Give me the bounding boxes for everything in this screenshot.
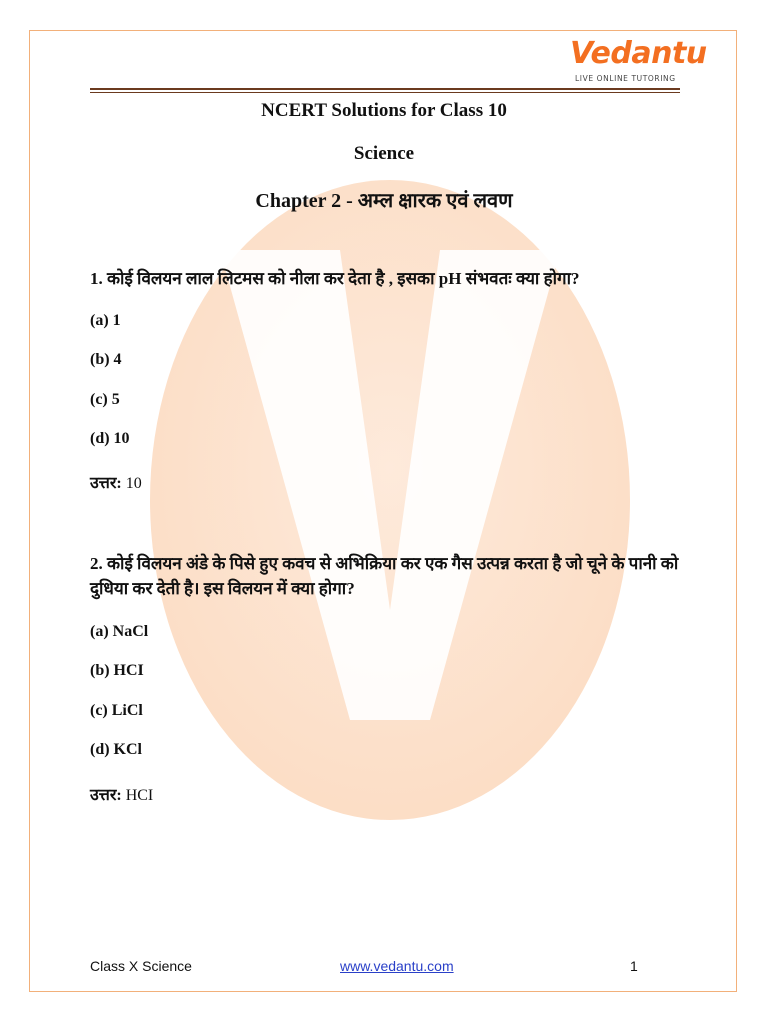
document-title: NCERT Solutions for Class 10 [261,100,507,121]
question-1-option-b: (b) 4 [90,351,122,368]
question-1-text: 1. कोई विलयन लाल लिटमस को नीला कर देता है , इसका pH संभवतः क्या होगा? [90,269,580,288]
header-rule [90,88,680,90]
question-2-answer [90,783,153,805]
chapter-title: Chapter 2 - अम्ल क्षारक एवं लवण [255,190,513,212]
question-2-option-d: (d) KCl [90,741,142,758]
question-2-option-c: (c) LiCl [90,702,143,719]
question-1-option-c: (c) 5 [90,391,120,408]
vedantu-logo [560,36,707,88]
question-1-option-d: (d) 10 [90,430,130,447]
header-rule-thin [90,92,680,93]
question-2-option-a: (a) NaCl [90,623,149,640]
answer-value: 10 [125,475,142,492]
answer-label: उत्तर: [90,787,122,804]
footer-website-link[interactable]: www.vedantu.com [340,958,454,974]
logo-tagline: LIVE ONLINE TUTORING [575,74,676,83]
question-1-option-a: (a) 1 [90,312,121,329]
page-number: 1 [630,958,638,974]
footer-class-label: Class X Science [90,958,192,974]
subject-title: Science [353,143,415,164]
answer-value: HCI [125,787,154,804]
logo-wordmark: Vedantu [570,36,707,71]
answer-label: उत्तर: [90,475,122,492]
question-2-text: 2. कोई विलयन अंडे के पिसे हुए कवच से अभिक्रिया कर एक गैस उत्पन्न करता है जो चूने के पानी को दुधिया कर देती है। इस विलयन में क्या होगा? [90,554,679,598]
question-1-answer [90,471,142,493]
question-2-option-b: (b) HCI [90,662,144,679]
